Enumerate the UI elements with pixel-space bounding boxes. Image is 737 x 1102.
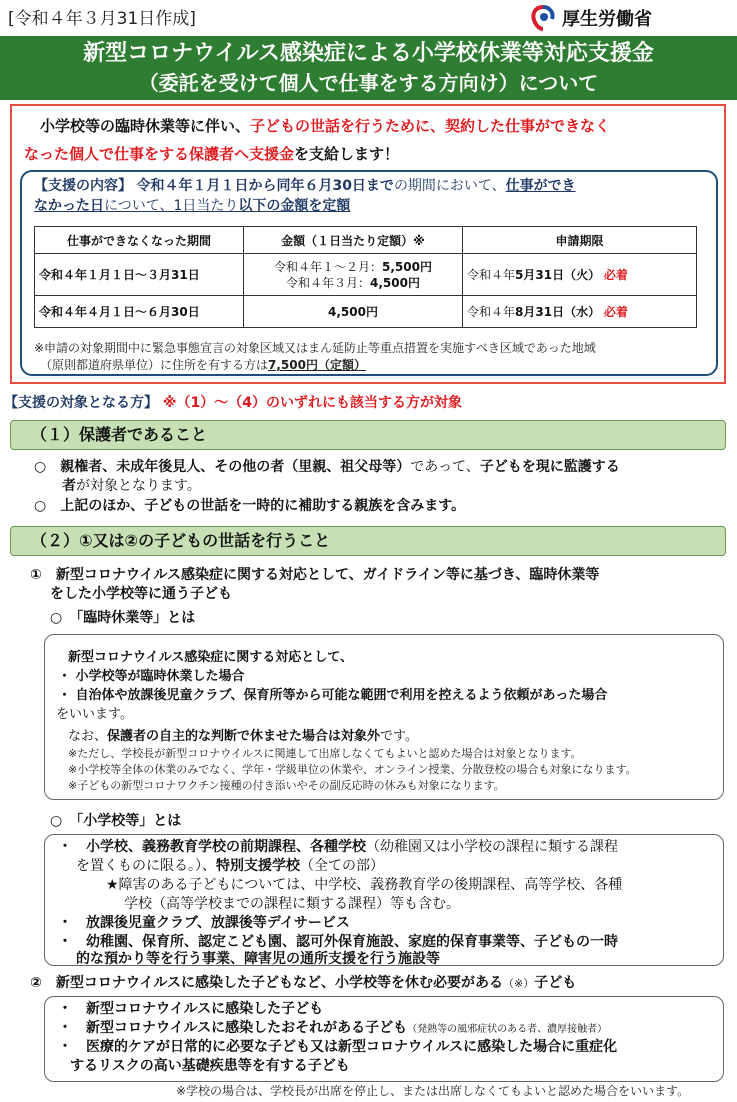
intro-highlight: 子どもの世話を行うために、契約した仕事ができなく: [250, 117, 611, 135]
support-text-2: について、1日当たり: [104, 198, 239, 214]
support-label: 【支援の内容】: [34, 178, 132, 194]
infected-line: するリスクの高い基礎疾患等を有する子ども: [70, 1058, 350, 1074]
note-amount: 7,500円（定額）: [268, 358, 366, 372]
point-text: ② 新型コロナウイルスに感染した子どもなど、小学校等を休む必要がある: [30, 975, 504, 991]
intro-line-2: [24, 142, 714, 166]
schools-line: 的な預かり等を行う事業、障害児の通所支援を行う施設等: [76, 951, 440, 967]
amount-label: 令和４年３月：: [286, 275, 371, 290]
table-cell-period: 令和４年４月１日～６月30日: [35, 296, 244, 328]
infected-line: ・ 医療的ケアが日常的に必要な子ども又は新型コロナウイルスに感染した場合に重症化: [58, 1039, 618, 1055]
table-header: 申請期限: [463, 227, 697, 254]
amount-value: 4,500円: [370, 275, 420, 290]
closure-excluded-line: [68, 727, 418, 746]
schools-line: ・ 放課後児童クラブ、放課後等デイサービス: [58, 915, 350, 931]
schools-line: 学校（高等学校までの課程に類する課程）等も含む。: [124, 896, 460, 912]
closure-excluded: 保護者の自主的な判断で休ませた場合は対象外: [107, 729, 381, 744]
closure-text: なお、: [68, 729, 108, 744]
closure-text: をいいます。: [56, 707, 133, 722]
schools-text: 特別支援学校: [216, 858, 300, 874]
schools-line: [76, 857, 384, 876]
note-text: （原則都道府県単位）に住所を有する方は: [40, 358, 269, 372]
support-text: の期間において、: [393, 178, 506, 194]
closure-text: 新型コロナウイルス感染症に関する対応として、: [68, 650, 353, 665]
section-1-item-2: ○ 上記のほか、子どもの世話を一時的に補助する親族を含みます。: [34, 498, 466, 514]
support-line-2: [34, 196, 350, 216]
deadline-date: 5月31日（火）: [515, 268, 601, 282]
intro-text-2: を支給します！: [294, 145, 400, 163]
subheading-schools: ○ 「小学校等」とは: [50, 813, 182, 829]
ministry-logo: [530, 3, 652, 33]
table-cell-amount: [244, 254, 463, 296]
sub-title: （委託を受けて個人で仕事をする方向け）について: [138, 71, 599, 95]
schools-line: ・ 幼稚園、保育所、認定こども園、認可外保育施設、家庭的保育事業等、子どもの一時: [58, 934, 618, 950]
main-title: 新型コロナウイルス感染症による小学校休業等対応支援金: [83, 41, 654, 66]
deadline-date: 8月31日（水）: [515, 305, 601, 319]
table-header-row: [35, 227, 697, 254]
infected-text: ・ 新型コロナウイルスに感染したおそれがある子ども: [58, 1020, 408, 1036]
support-underline: 仕事ができ: [505, 178, 576, 194]
support-underline-2: なかった日: [34, 198, 104, 214]
closure-note: ※小学校等全体の休業のみでなく、学年・学級単位の休業や、オンライン授業、分散登校の場合も対象になります。: [68, 763, 637, 776]
closure-text: ・ 自治体や放課後児童クラブ、保育所等から可能な範囲で利用を控えるよう依頼があった場合: [58, 688, 608, 703]
intro-text: 小学校等の臨時休業等に伴い、: [40, 117, 251, 135]
ministry-name: 厚生労働省: [562, 9, 652, 30]
amount-line: [248, 275, 458, 291]
intro-highlight-2: なった個人で仕事をする保護者へ支援金: [24, 145, 295, 163]
table-cell-period: 令和４年１月１日～３月31日: [35, 254, 244, 296]
infected-line: ・ 新型コロナウイルスに感染した子ども: [58, 1001, 324, 1017]
table-row: [35, 296, 697, 328]
closure-text: です。: [380, 729, 418, 744]
amount-label: 令和４年１～２月：: [274, 259, 383, 274]
support-underline-3: 以下の金額を定額: [238, 198, 351, 214]
bullet: ○: [34, 459, 61, 475]
item-text: 者: [62, 478, 76, 494]
item-text: 親権者、未成年後見人、その他の者（里親、祖父母等）: [60, 459, 411, 475]
item-text: であって、: [410, 459, 480, 475]
target-heading: [4, 392, 462, 412]
deadline-must: 必着: [603, 305, 628, 319]
subheading-temporary-closure: ○ 「臨時休業等」とは: [50, 610, 196, 626]
deadline-year: 令和４年: [467, 305, 516, 319]
section-2-bar: （２）①又は②の子どもの世話を行うこと: [10, 526, 726, 556]
closure-note: ※子どもの新型コロナワクチン接種の付き添いやその副反応時の休みも対象になります。: [68, 779, 505, 792]
infected-line: [58, 1019, 607, 1039]
amount-line: [248, 259, 458, 275]
item-text: 子どもを現に監護する: [479, 459, 620, 475]
schools-line: [58, 838, 618, 857]
item-text: が対象となります。: [76, 478, 201, 494]
point-note-mark: （※）: [503, 977, 535, 990]
section-1-item-1: [34, 458, 620, 477]
support-table: [34, 226, 697, 328]
intro-line-1: [40, 114, 730, 138]
section-1-item-1-cont: [62, 477, 201, 496]
table-header: 仕事ができなくなった期間: [35, 227, 244, 254]
table-cell-deadline: [463, 296, 697, 328]
support-note-1: ※申請の対象期間中に緊急事態宣言の対象区域又はまん延防止等重点措置を実施すべき区域であった地域: [34, 341, 596, 355]
support-note-2: [40, 357, 366, 374]
title-banner: [0, 36, 737, 100]
support-period: 令和４年１月１日から同年６月30日まで: [136, 178, 394, 194]
section-2-point-2: [30, 974, 576, 993]
section-2-point-1-cont: をした小学校等に通う子ども: [50, 586, 232, 602]
schools-text: を置くものに限る。）、: [76, 858, 216, 874]
schools-text: ・ 小学校、義務教育学校の前期課程、各種学校: [58, 839, 366, 855]
deadline-must: 必着: [603, 268, 628, 282]
section-2-point-1: ① 新型コロナウイルス感染症に関する対応として、ガイドライン等に基づき、臨時休業等: [30, 567, 600, 583]
table-cell-deadline: [463, 254, 697, 296]
table-cell-amount: 4,500円: [244, 296, 463, 328]
table-header: 金額（１日当たり定額）※: [244, 227, 463, 254]
deadline-year: 令和４年: [467, 268, 516, 282]
target-label: 【支援の対象となる方】: [4, 395, 158, 411]
point-text: 子ども: [534, 975, 577, 991]
creation-date: [令和４年３月31日作成]: [8, 9, 196, 29]
support-line-1: [34, 176, 576, 196]
schools-text: （全ての部）: [300, 858, 384, 874]
amount-value: 5,500円: [382, 259, 432, 274]
ministry-logo-icon: [530, 4, 556, 32]
closure-text: ・ 小学校等が臨時休業した場合: [58, 669, 245, 684]
target-condition: ※（1）～（4）のいずれにも該当する方が対象: [162, 395, 462, 411]
footnote: ※学校の場合は、学校長が出席を停止し、または出席しなくてもよいと認めた場合をいいます。: [176, 1084, 690, 1098]
closure-note: ※ただし、学校長が新型コロナウイルスに関連して出席しなくてもよいと認めた場合は対象となります。: [68, 747, 582, 760]
schools-line: ★障害のある子どもについては、中学校、義務教育学の後期課程、高等学校、各種: [106, 877, 623, 893]
infected-note: （発熱等の風邪症状のある者、濃厚接触者）: [407, 1024, 608, 1035]
section-1-bar: （１）保護者であること: [10, 420, 726, 450]
table-row: [35, 254, 697, 296]
schools-text: （幼稚園又は小学校の課程に類する課程: [366, 839, 618, 855]
